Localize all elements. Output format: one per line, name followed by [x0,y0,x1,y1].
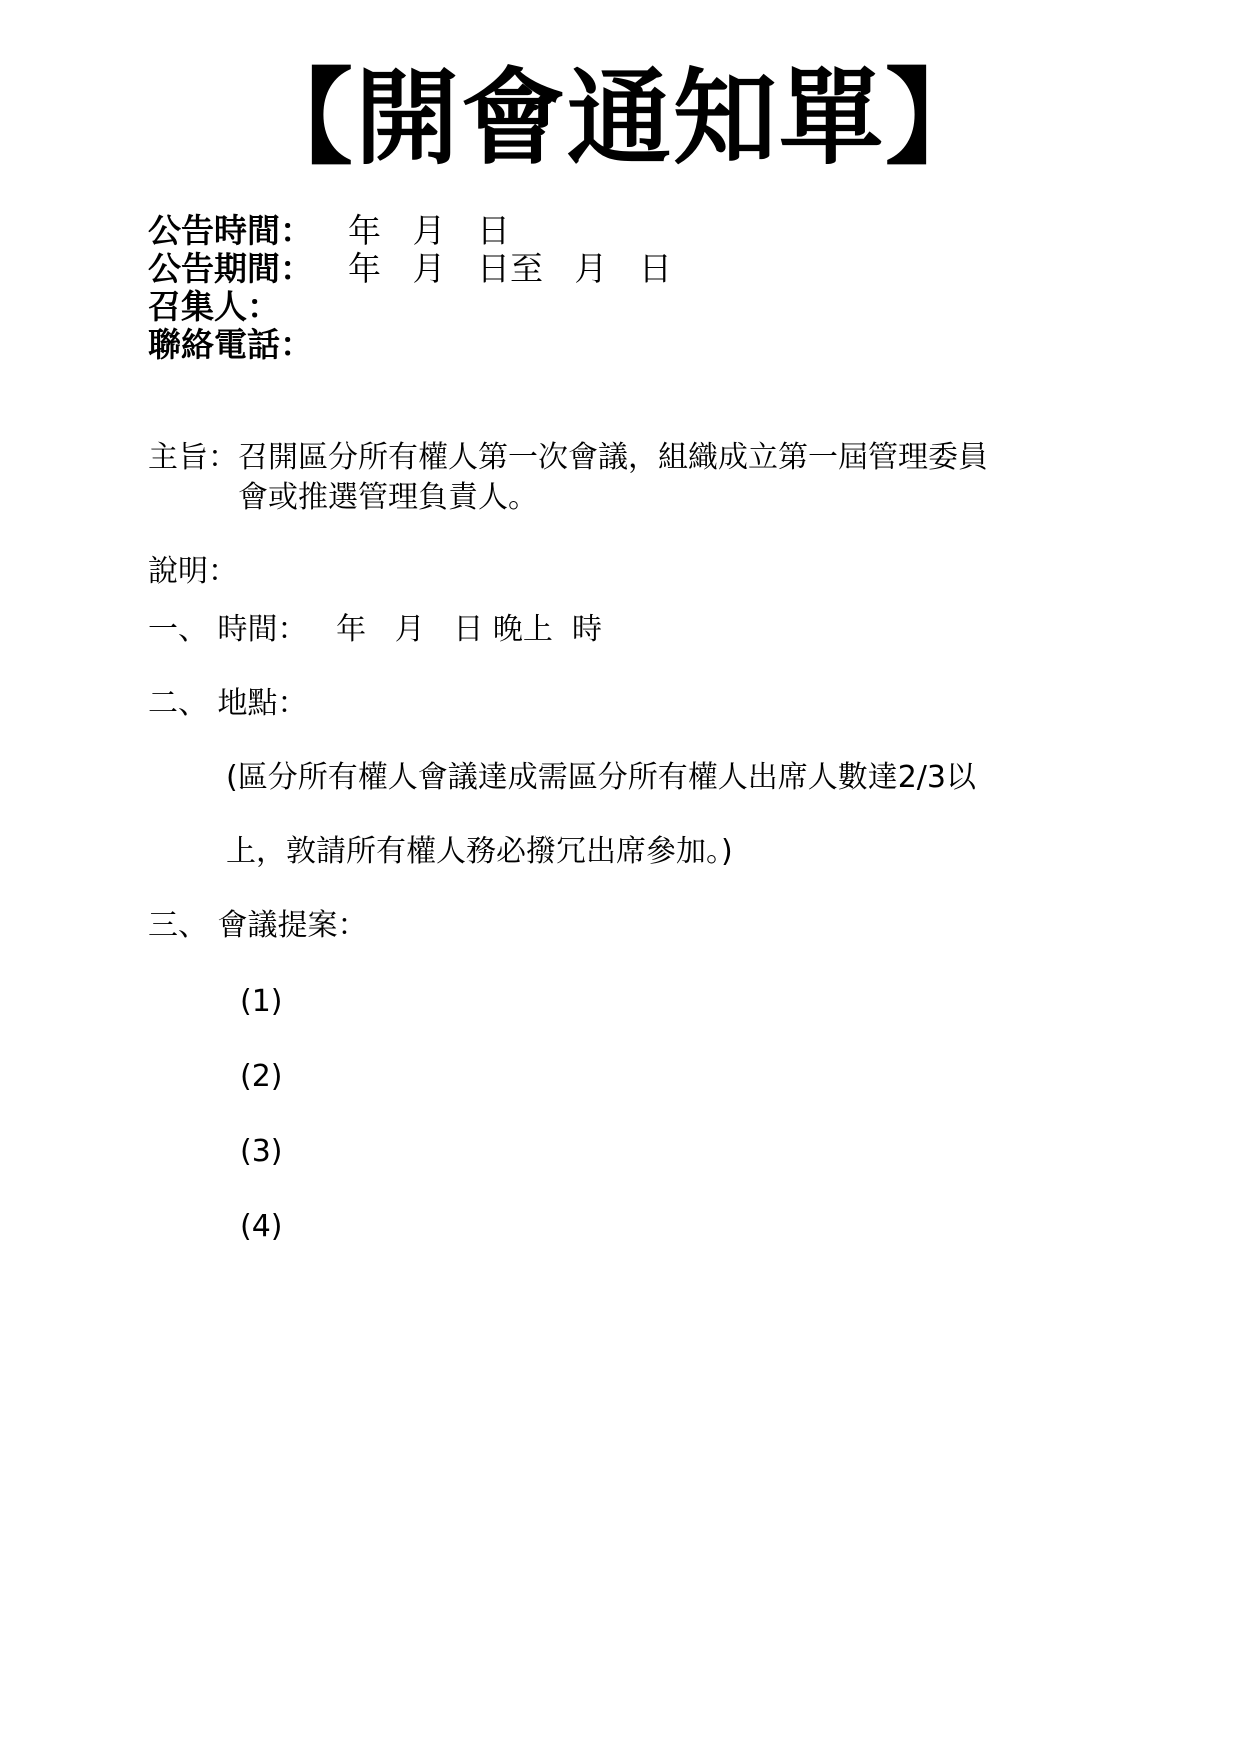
subject-line-2: 會或推選管理負責人。 [238,480,538,515]
contact-phone-row [148,326,313,364]
proposal-item-3: (3) [240,1134,283,1169]
convener-label: 召集人： [148,287,280,326]
announce-period-label: 公告期間： [148,249,313,288]
explanation-label: 說明： [148,554,238,589]
location-note-line-2: 上，敦請所有權人務必撥冗出席參加。) [226,834,733,869]
announce-time-row [148,211,510,250]
subject-paragraph [148,438,988,518]
contact-phone-label: 聯絡電話： [148,325,313,364]
subject-line-1: 主旨：召開區分所有權人第一次會議，組織成立第一屆管理委員 [148,440,988,475]
announce-period-value: 年 月 日至 月 日 [348,249,672,288]
item-time: 一、 時間： 年 月 日 晚上 時 [148,612,602,647]
announce-period-row [148,249,672,288]
notice-meta [148,211,672,364]
proposal-item-4: (4) [240,1209,283,1244]
document-title: 【開會通知單】 [248,56,991,179]
announce-time-label: 公告時間： [148,211,313,250]
announce-time-value: 年 月 日 [348,211,510,250]
convener-row [148,288,313,326]
item-location: 二、 地點： [148,686,308,721]
item-proposals: 三、 會議提案： [148,908,368,943]
proposal-item-1: (1) [240,984,283,1019]
location-note-line-1: (區分所有權人會議達成需區分所有權人出席人數達2/3以 [226,760,976,795]
proposal-item-2: (2) [240,1059,283,1094]
